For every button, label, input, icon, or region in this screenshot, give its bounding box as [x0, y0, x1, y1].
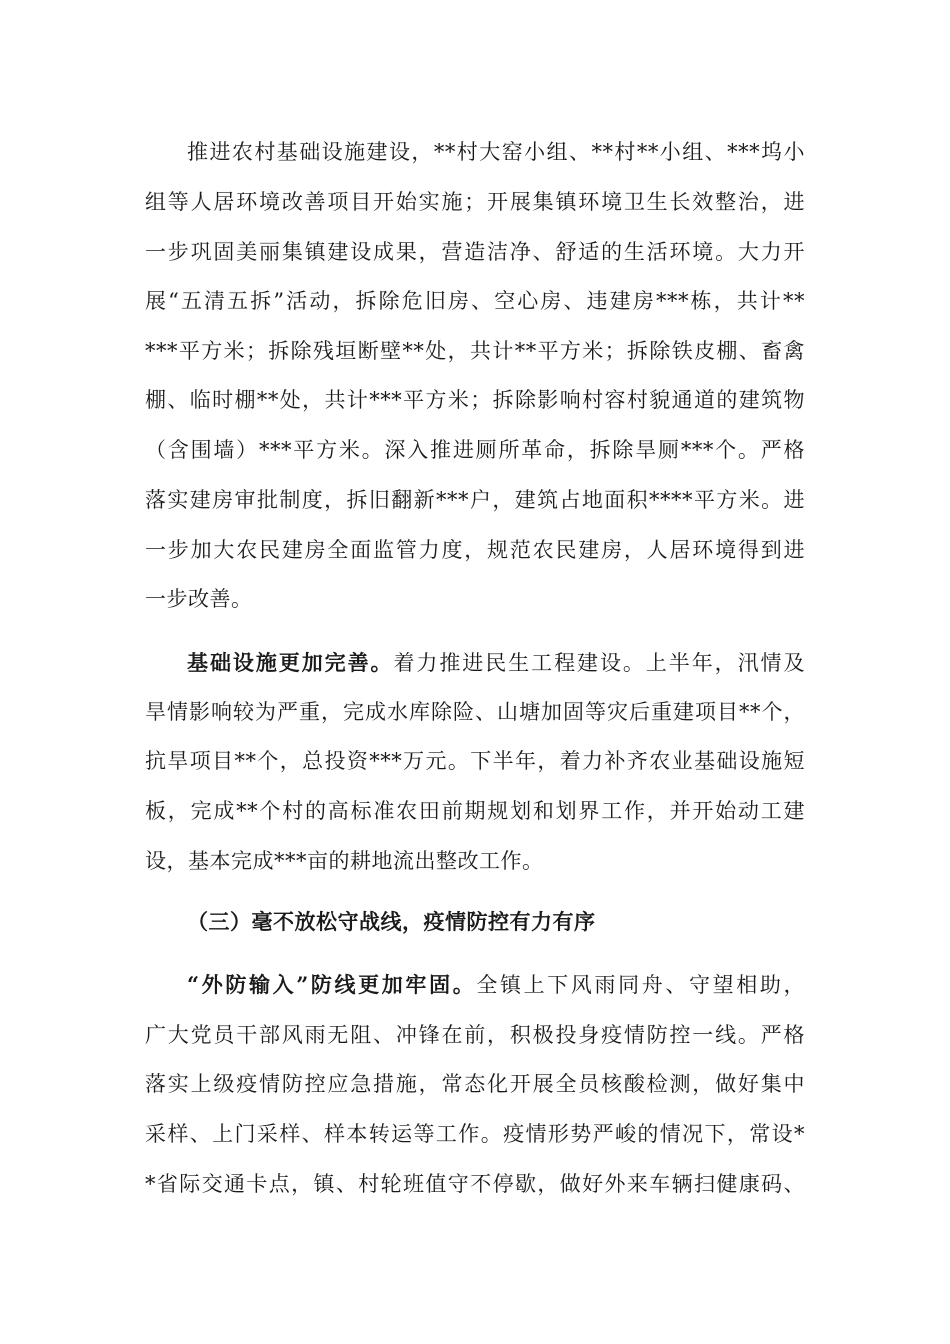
paragraph-3-line-1: [187, 970, 805, 1000]
paragraph-1-line-3: 一步巩固美丽集镇建设成果，营造洁净、舒适的生活环境。大力开: [145, 240, 805, 264]
paragraph-1-line-10: 一步改善。: [145, 587, 253, 611]
paragraph-1-line-6: 棚、临时棚**处，共计***平方米；拆除影响村容村貌通道的建筑物: [145, 388, 805, 412]
paragraph-2-line-4: 板，完成**个村的高标准农田前期规划和划界工作，并开始动工建: [145, 799, 805, 823]
paragraph-3-line-4: 采样、上门采样、样本转运等工作。疫情形势严峻的情况下，常设*: [145, 1122, 805, 1146]
paragraph-3-line-2: 广大党员干部风雨无阻、冲锋在前，积极投身疫情防控一线。严格: [145, 1023, 805, 1047]
paragraph-1-line-4: 展“五清五拆”活动，拆除危旧房、空心房、违建房***栋，共计**: [145, 289, 805, 313]
paragraph-1-line-8: 落实建房审批制度，拆旧翻新***户，建筑占地面积****平方米。进: [145, 488, 805, 512]
paragraph-2-lead: 基础设施更加完善。: [187, 650, 394, 675]
paragraph-1-line-2: 组等人居环境改善项目开始实施；开展集镇环境卫生长效整治，进: [145, 190, 805, 214]
paragraph-3-line-3: 落实上级疫情防控应急措施，常态化开展全员核酸检测，做好集中: [145, 1072, 805, 1096]
paragraph-3-line-5: *省际交通卡点，镇、村轮班值守不停歇，做好外来车辆扫健康码、: [145, 1172, 805, 1196]
paragraph-1-line-5: ***平方米；拆除残垣断壁**处，共计**平方米；拆除铁皮棚、畜禽: [145, 339, 805, 363]
paragraph-2-line-2: 旱情影响较为严重，完成水库除险、山塘加固等灾后重建项目**个，: [145, 700, 805, 724]
paragraph-3-lead: “外防输入”防线更加牢固。: [187, 972, 477, 997]
paragraph-1-line-1: 推进农村基础设施建设，**村大窑小组、**村**小组、***坞小: [187, 140, 805, 164]
paragraph-2-line-3: 抗旱项目**个，总投资***万元。下半年，着力补齐农业基础设施短: [145, 749, 805, 773]
paragraph-2-line-1: [187, 648, 805, 678]
paragraph-2-line-5: 设，基本完成***亩的耕地流出整改工作。: [145, 849, 544, 873]
paragraph-1-line-7: （含围墙）***平方米。深入推进厕所革命，拆除旱厕***个。严格: [145, 438, 805, 462]
paragraph-2-line-1-text: 着力推进民生工程建设。上半年，汛情及: [393, 651, 806, 675]
section-heading: （三）毫不放松守战线，疫情防控有力有序: [187, 909, 596, 934]
paragraph-3-line-1-text: 全镇上下风雨同舟、守望相助，: [476, 973, 805, 997]
paragraph-1-line-9: 一步加大农民建房全面监管力度，规范农民建房，人居环境得到进: [145, 538, 805, 562]
